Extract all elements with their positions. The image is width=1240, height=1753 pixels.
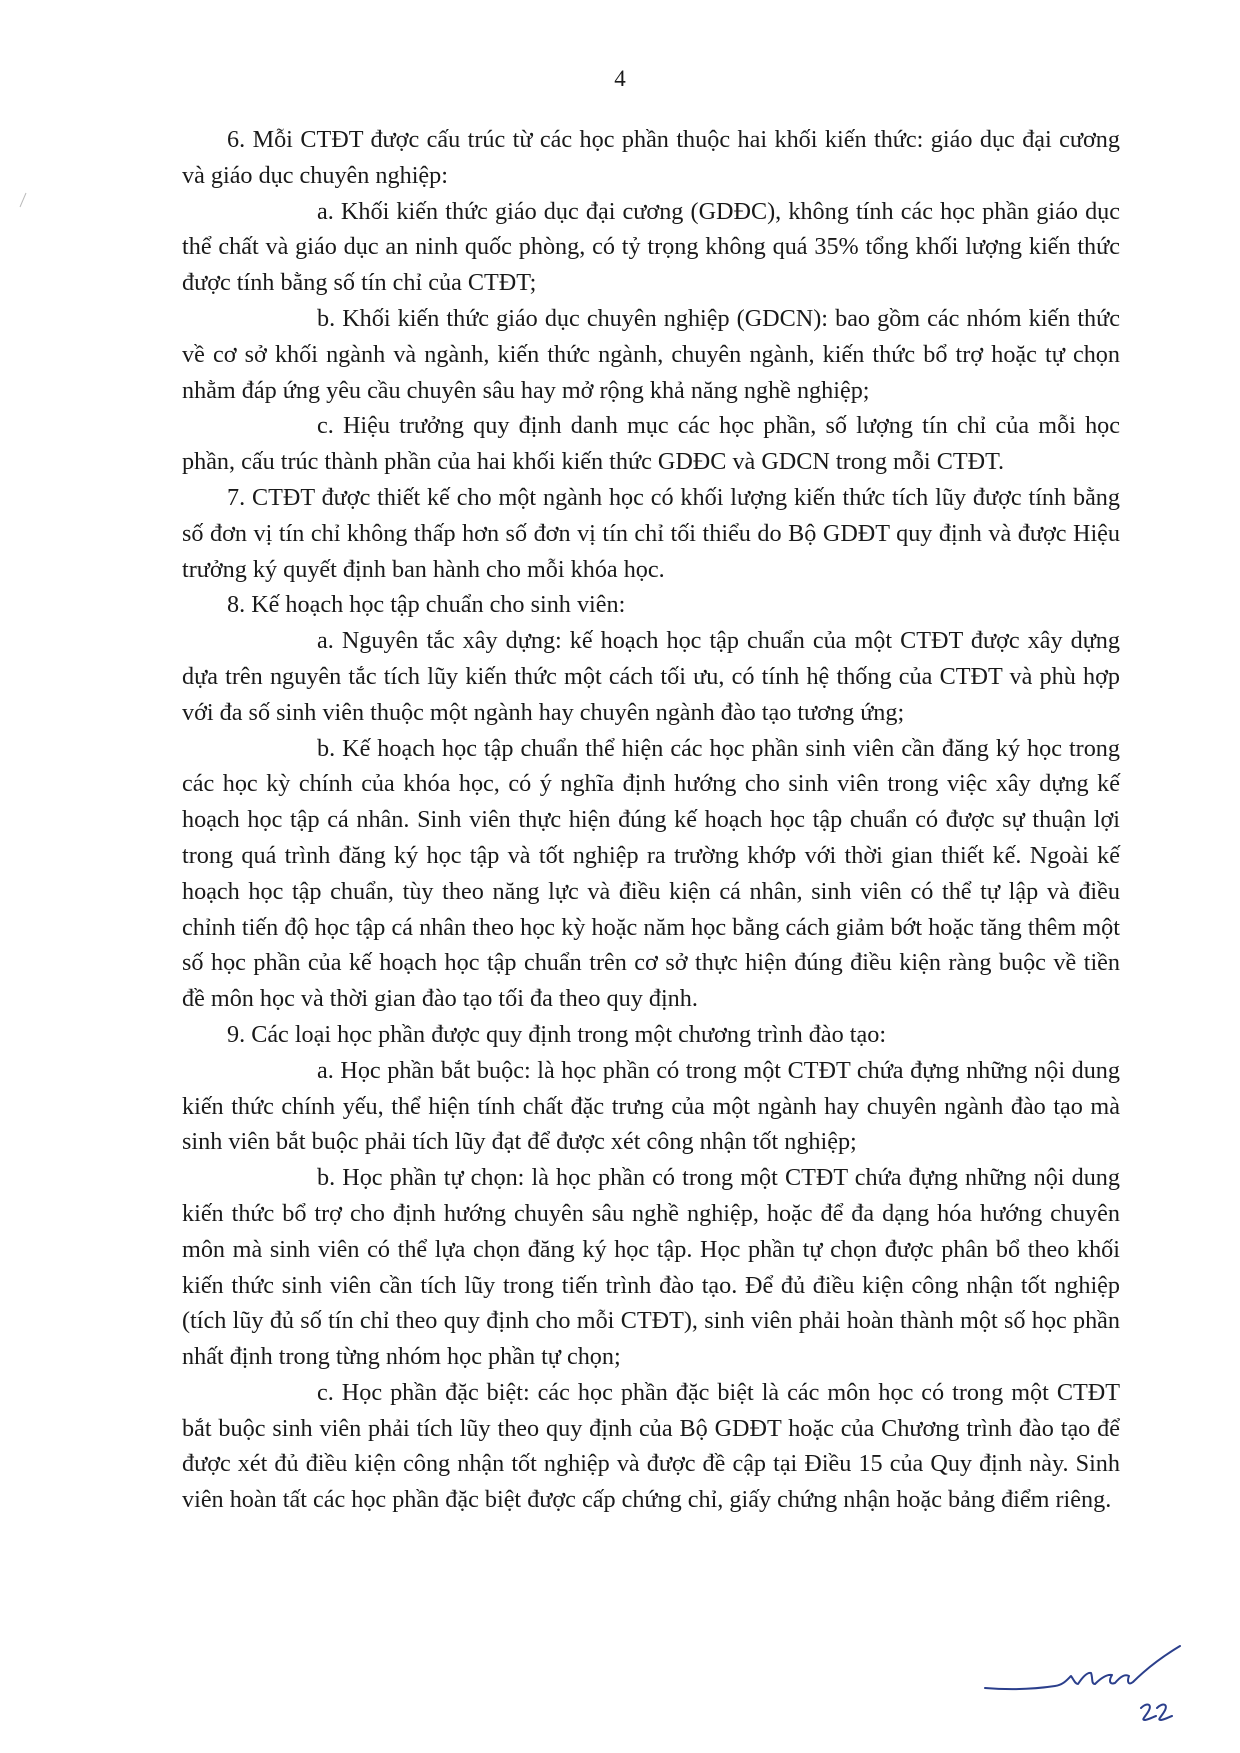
paragraph-8b: b. Kế hoạch học tập chuẩn thể hiện các học phần sinh viên cần đăng ký học trong các học kỳ chính của khóa học, có ý nghĩa định hướng cho sinh viên trong việc xây dựng kế hoạch học tập cá nhân. Sinh viên thực hiện đúng kế hoạch học tập chuẩn có được sự thuận lợi trong quá trình đăng ký học tập và tốt nghiệp ra trường khớp với thời gian thiết kế. Ngoài kế hoạch học tập chuẩn, tùy theo năng lực và điều kiện cá nhân, sinh viên có thể tự lập và điều chỉnh tiến độ học tập cá nhân theo học kỳ hoặc năm học bằng cách giảm bớt hoặc tăng thêm một số học phần của kế hoạch học tập chuẩn trên cơ sở thực hiện đúng điều kiện ràng buộc về tiền đề môn học và thời gian đào tạo tối đa theo quy định.: [182, 734, 1120, 1013]
handwritten-signature: [975, 1628, 1205, 1738]
paragraph-6a: a. Khối kiến thức giáo dục đại cương (GDĐC), không tính các học phần giáo dục thể chất và giáo dục an ninh quốc phòng, có tỷ trọng không quá 35% tổng khối lượng kiến thức được tính bằng số tín chỉ của CTĐT;: [182, 197, 1120, 297]
paragraph-6b: b. Khối kiến thức giáo dục chuyên nghiệp (GDCN): bao gồm các nhóm kiến thức về cơ sở khối ngành và ngành, kiến thức ngành, chuyên ngành, kiến thức bổ trợ hoặc tự chọn nhằm đáp ứng yêu cầu chuyên sâu hay mở rộng khả năng nghề nghiệp;: [182, 304, 1120, 404]
paragraph-8a: a. Nguyên tắc xây dựng: kế hoạch học tập chuẩn của một CTĐT được xây dựng dựa trên nguyên tắc tích lũy kiến thức một cách tối ưu, có tính hệ thống của CTĐT và phù hợp với đa số sinh viên thuộc một ngành hay chuyên ngành đào tạo tương ứng;: [182, 627, 1120, 726]
paragraph-6c: c. Hiệu trưởng quy định danh mục các học phần, số lượng tín chỉ của mỗi học phần, cấu trúc thành phần của hai khối kiến thức GDĐC và GDCN trong mỗi CTĐT.: [182, 412, 1120, 476]
paragraph-9: 9. Các loại học phần được quy định trong một chương trình đào tạo:: [227, 1020, 887, 1048]
page-number: 4: [614, 66, 626, 91]
paragraph-8: 8. Kế hoạch học tập chuẩn cho sinh viên:: [227, 591, 626, 619]
paragraph-9a: a. Học phần bắt buộc: là học phần có trong một CTĐT chứa đựng những nội dung kiến thức chính yếu, thể hiện tính chất đặc trưng của một ngành hay chuyên ngành đào tạo mà sinh viên bắt buộc phải tích lũy đạt để được xét công nhận tốt nghiệp;: [182, 1056, 1120, 1156]
margin-mark: [18, 192, 28, 208]
document-body: [182, 122, 1120, 1518]
paragraph-9c: c. Học phần đặc biệt: các học phần đặc biệt là các môn học có trong một CTĐT bắt buộc sinh viên phải tích lũy theo quy định của Bộ GDĐT hoặc của Chương trình đào tạo để được xét đủ điều kiện công nhận tốt nghiệp và được đề cập tại Điều 15 của Quy định này. Sinh viên hoàn tất các học phần đặc biệt được cấp chứng chỉ, giấy chứng nhận hoặc bảng điểm riêng.: [182, 1378, 1120, 1514]
paragraph-9b: b. Học phần tự chọn: là học phần có trong một CTĐT chứa đựng những nội dung kiến thức bổ trợ cho định hướng chuyên sâu nghề nghiệp, hoặc để đa dạng hóa hướng chuyên môn mà sinh viên có thể lựa chọn đăng ký học tập. Học phần tự chọn được phân bổ theo khối kiến thức sinh viên cần tích lũy trong tiến trình đào tạo. Để đủ điều kiện công nhận tốt nghiệp (tích lũy đủ số tín chỉ theo quy định cho mỗi CTĐT), sinh viên phải hoàn thành một số học phần nhất định trong từng nhóm học phần tự chọn;: [182, 1164, 1120, 1371]
paragraph-6: 6. Mỗi CTĐT được cấu trúc từ các học phần thuộc hai khối kiến thức: giáo dục đại cương và giáo dục chuyên nghiệp:: [182, 126, 1120, 189]
paragraph-7: 7. CTĐT được thiết kế cho một ngành học có khối lượng kiến thức tích lũy được tính bằng số đơn vị tín chỉ không thấp hơn số đơn vị tín chỉ tối thiểu do Bộ GDĐT quy định và được Hiệu trưởng ký quyết định ban hành cho mỗi khóa học.: [182, 483, 1120, 583]
